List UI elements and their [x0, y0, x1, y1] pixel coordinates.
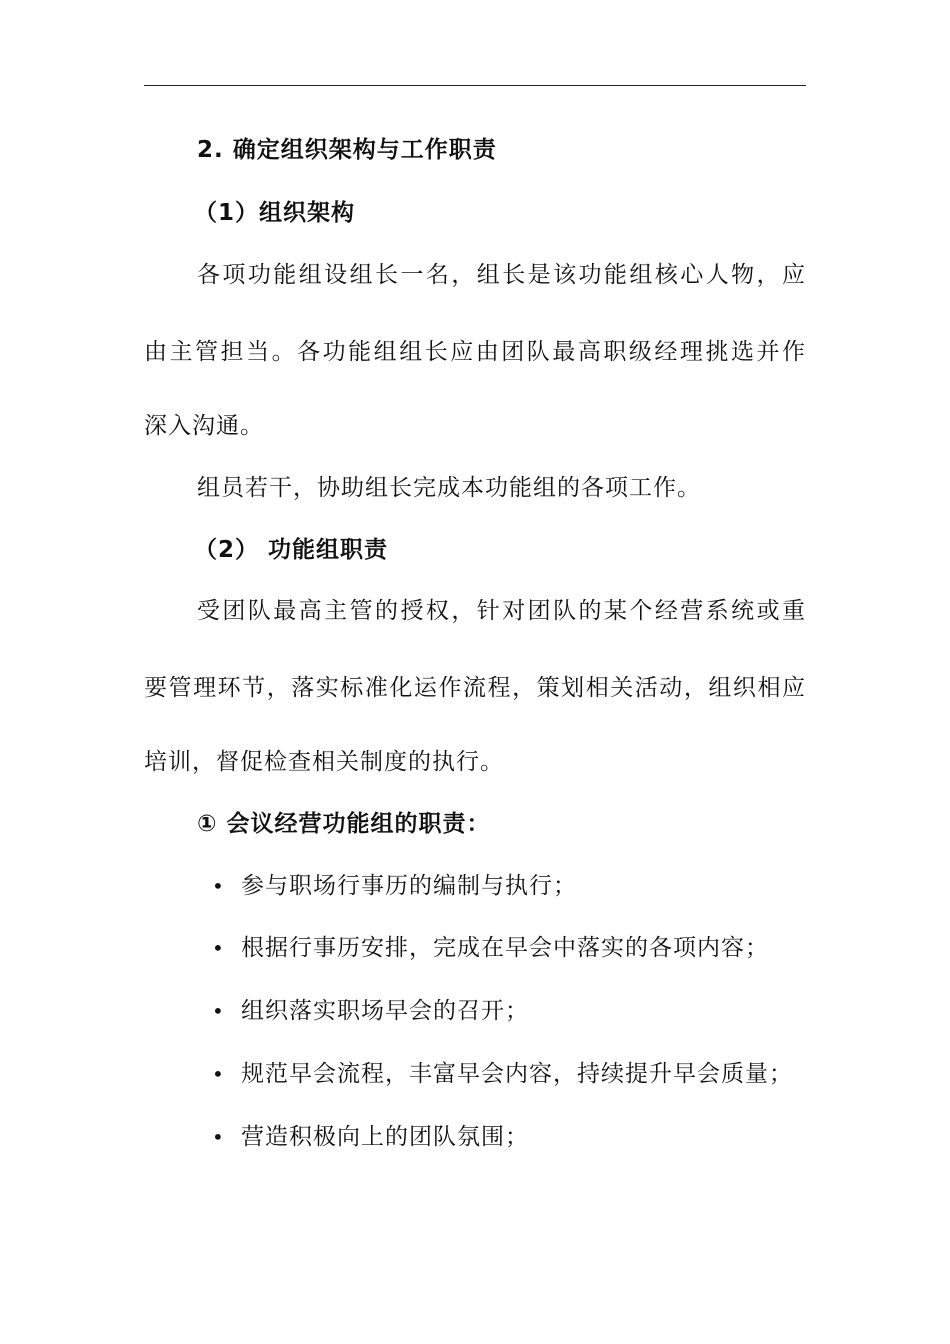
bullet-icon: • [212, 1125, 224, 1149]
paragraph: 组员若干，协助组长完成本功能组的各项工作。 [197, 475, 701, 501]
list-item: 规范早会流程，丰富早会内容，持续提升早会质量； [241, 1061, 793, 1087]
header-rule [144, 85, 806, 86]
paragraph-line: 深入沟通。 [144, 413, 264, 439]
bullet-icon: • [212, 999, 224, 1023]
bullet-icon: • [212, 1062, 224, 1086]
list-item: 组织落实职场早会的召开； [241, 998, 529, 1024]
list-item: 营造积极向上的团队氛围； [241, 1124, 529, 1150]
paragraph-line: 要管理环节，落实标准化运作流程，策划相关活动，组织相应 [144, 675, 806, 701]
paragraph-line: 由主管担当。各功能组组长应由团队最高职级经理挑选并作 [144, 339, 806, 365]
paragraph-line: 培训，督促检查相关制度的执行。 [144, 749, 504, 775]
bullet-icon: • [212, 936, 224, 960]
list-item: 参与职场行事历的编制与执行； [241, 873, 577, 899]
subsection-heading-duties: （2） 功能组职责 [194, 537, 389, 563]
section-heading: 2. 确定组织架构与工作职责 [197, 137, 497, 163]
subsection-heading-meeting: ① 会议经营功能组的职责： [197, 811, 491, 837]
bullet-icon: • [212, 874, 224, 898]
paragraph-line: 各项功能组设组长一名，组长是该功能组核心人物，应 [197, 262, 806, 288]
paragraph-line: 受团队最高主管的授权，针对团队的某个经营系统或重 [197, 598, 806, 624]
subsection-heading-structure: （1）组织架构 [194, 200, 356, 226]
list-item: 根据行事历安排，完成在早会中落实的各项内容； [241, 935, 769, 961]
